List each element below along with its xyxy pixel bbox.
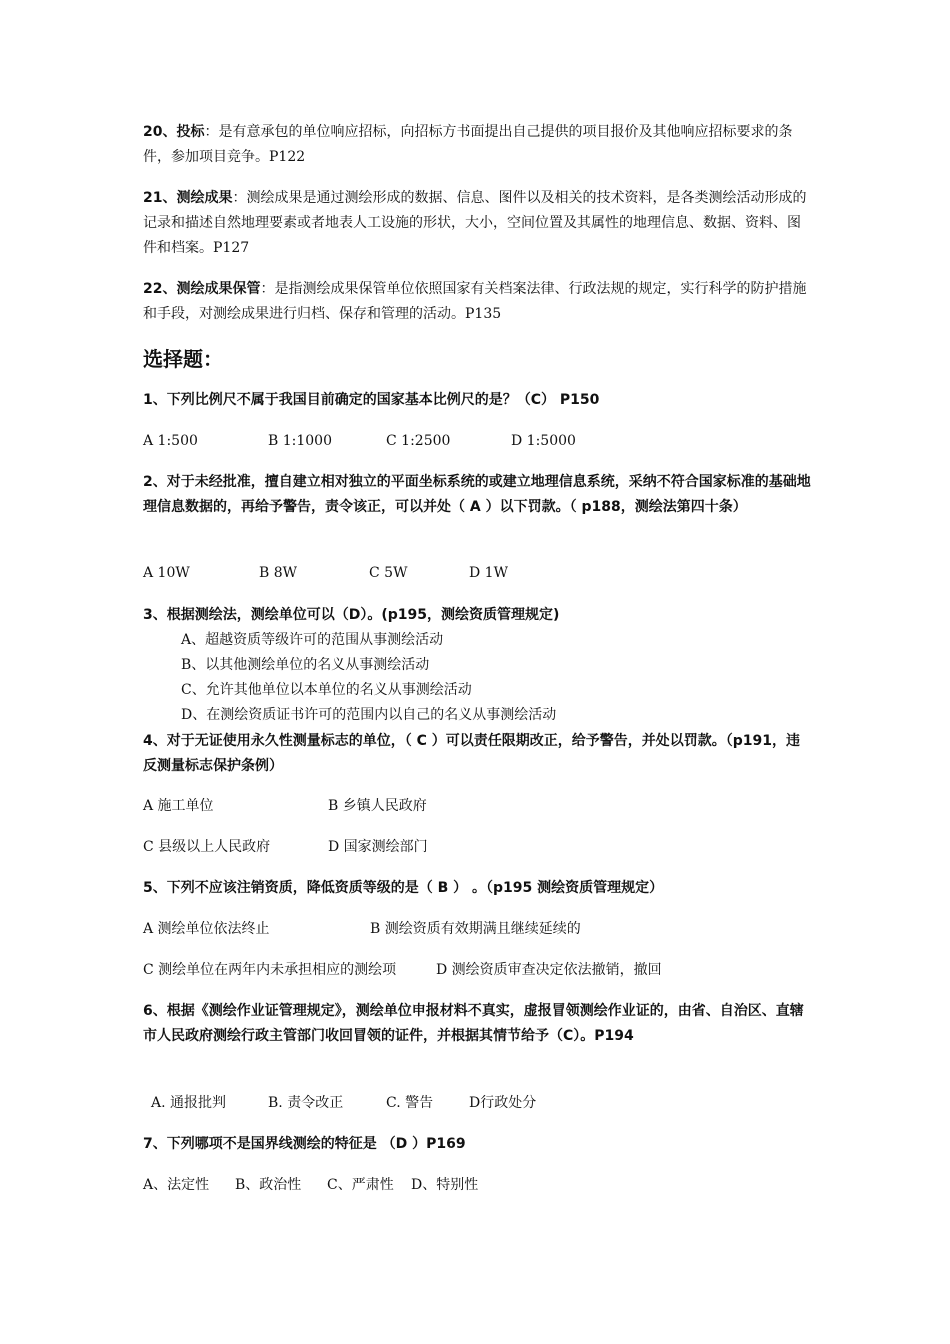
option: C、允许其他单位以本单位的名义从事测绘活动 [181,682,472,698]
option: C 1:2500 [386,433,451,449]
question-7: 7、下列哪项不是国界线测绘的特征是 （D ）P169 [143,1136,466,1152]
option: B、以其他测绘单位的名义从事测绘活动 [181,657,430,673]
options-row [143,918,813,940]
question-3: 3、根据测绘法，测绘单位可以（D）。(p195，测绘资质管理规定) [143,607,560,623]
definition-22 [143,277,813,327]
option: C. 警告 [386,1095,434,1111]
option: D 测绘资质审查决定依法撤销，撤回 [436,962,662,978]
option: D、特别性 [411,1177,479,1193]
option: C 县级以上人民政府 [143,839,271,855]
option: B 8W [259,565,298,581]
option: D 国家测绘部门 [328,839,428,855]
section-title: 选择题： [143,347,223,371]
option: B 1:1000 [268,433,332,449]
definition-term: 21、测绘成果 [143,190,233,206]
option: C 测绘单位在两年内未承担相应的测绘项 [143,962,397,978]
option: B、政治性 [235,1177,302,1193]
options-row [143,1174,813,1196]
option: A 测绘单位依法终止 [143,921,270,937]
options-row [143,430,813,452]
option: D 1W [469,565,508,581]
option: A 施工单位 [143,798,214,814]
option: B 乡镇人民政府 [328,798,427,814]
definition-20 [143,120,813,170]
options-row [143,795,813,817]
option: B. 责令改正 [268,1095,344,1111]
question-5: 5、下列不应该注销资质，降低资质等级的是（ B ） 。（p195 测绘资质管理规定） [143,880,664,896]
option: A、超越资质等级许可的范围从事测绘活动 [181,632,444,648]
definition-text: ：是有意承包的单位响应招标，向招标方书面提出自己提供的项目报价及其他响应招标要求的条件，参加项目竞争。P122 [143,124,793,165]
option: A 1:500 [143,433,198,449]
options-row [143,836,813,858]
option: C、严肃性 [327,1177,394,1193]
definition-term: 22、测绘成果保管 [143,281,261,297]
option: D、在测绘资质证书许可的范围内以自己的名义从事测绘活动 [181,707,557,723]
definition-21 [143,186,813,261]
question-6: 6、根据《测绘作业证管理规定》，测绘单位申报材料不真实，虚报冒领测绘作业证的，由省、自治区、直辖市人民政府测绘行政主管部门收回冒领的证件，并根据其情节给予（C）。P194 [143,1003,804,1044]
options-row [143,959,813,981]
question-1: 1、下列比例尺不属于我国目前确定的国家基本比例尺的是？（C） P150 [143,392,600,408]
options-row [143,562,813,584]
definition-term: 20、投标 [143,124,205,140]
definition-text: ：测绘成果是通过测绘形成的数据、信息、图件以及相关的技术资料，是各类测绘活动形成的记录和描述自然地理要素或者地表人工设施的形状，大小，空间位置及其属性的地理信息、数据、资料、图件和档案。P127 [143,190,807,256]
option: A. 通报批判 [151,1095,227,1111]
options-row [143,1092,813,1114]
option: D行政处分 [469,1095,537,1111]
definition-text: ：是指测绘成果保管单位依照国家有关档案法律、行政法规的规定，实行科学的防护措施和手段，对测绘成果进行归档、保存和管理的活动。P135 [143,281,807,322]
option: A 10W [143,565,190,581]
option: B 测绘资质有效期满且继续延续的 [370,921,581,937]
question-4: 4、对于无证使用永久性测量标志的单位，（ C ）可以责任限期改正，给予警告，并处以罚款。（p191，违反测量标志保护条例） [143,733,801,774]
option: A、法定性 [143,1177,210,1193]
option: C 5W [369,565,408,581]
option: D 1:5000 [511,433,576,449]
question-2: 2、对于未经批准，擅自建立相对独立的平面坐标系统的或建立地理信息系统，采纳不符合国家标准的基础地理信息数据的，再给予警告，责令该正，可以并处（ A ）以下罚款。（ p188，测绘法第四十条） [143,474,811,515]
